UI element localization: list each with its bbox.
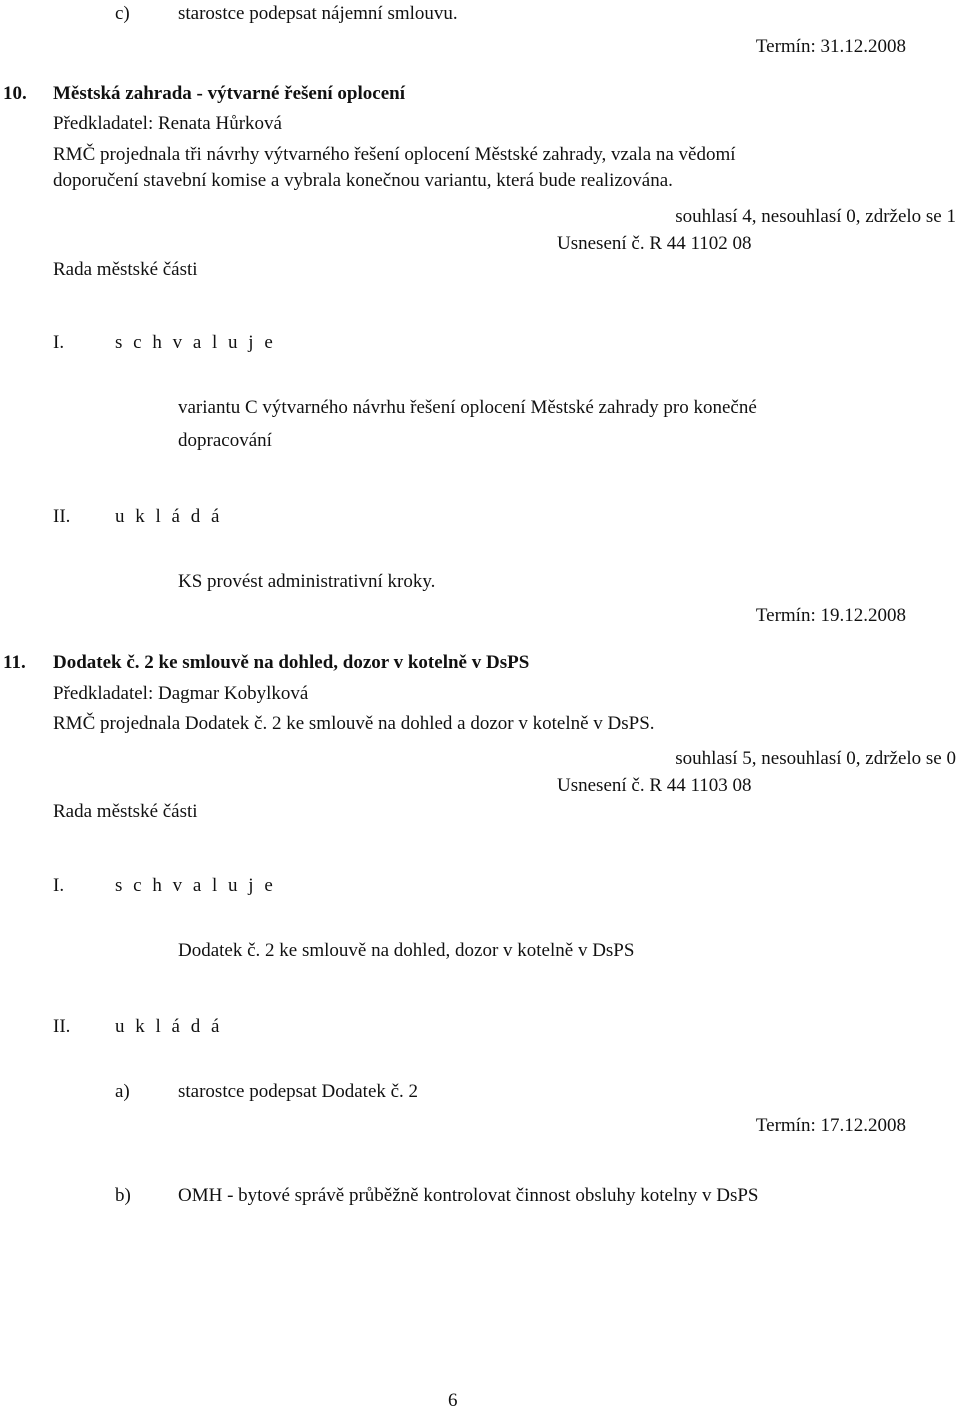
item10-vote: souhlasí 4, nesouhlasí 0, zdrželo se 1 [675,206,956,227]
item11-usneseni: Usnesení č. R 44 1103 08 [557,775,752,796]
item10-part1-text-line2: dopracování [178,430,272,451]
item11-vote: souhlasí 5, nesouhlasí 0, zdrželo se 0 [675,748,956,769]
termin-prev: Termín: 31.12.2008 [755,36,906,57]
item10-title: Městská zahrada - výtvarné řešení oplocení [53,83,405,104]
item11-part1-text: Dodatek č. 2 ke smlouvě na dohled, dozor v kotelně v DsPS [178,940,635,961]
item11-desc: RMČ projednala Dodatek č. 2 ke smlouvě na dohled a dozor v kotelně v DsPS. [53,713,655,734]
item11-part1-num: I. [53,875,65,896]
item11-b-text: OMH - bytové správě průběžně kontrolovat činnost obsluhy kotelny v DsPS [178,1185,759,1206]
item10-predkladatel: Předkladatel: Renata Hůrková [53,113,282,134]
item10-desc-line1: RMČ projednala tři návrhy výtvarného řešení oplocení Městské zahrady, vzala na vědomí [53,144,736,165]
item10-number: 10. [3,83,27,104]
item11-a-label: a) [115,1081,130,1102]
item10-termin: Termín: 19.12.2008 [755,605,906,626]
item11-a-termin: Termín: 17.12.2008 [755,1115,906,1136]
item10-part1-num: I. [53,332,65,353]
item10-part1-text-line1: variantu C výtvarného návrhu řešení oplocení Městské zahrady pro konečné [178,397,757,418]
item10-usneseni: Usnesení č. R 44 1102 08 [557,233,752,254]
item11-b-label: b) [115,1185,131,1206]
item11-a-text: starostce podepsat Dodatek č. 2 [178,1081,419,1102]
item11-part2-num: II. [53,1016,71,1037]
item-c-label: c) [115,3,130,24]
item10-desc-line2: doporučení stavební komise a vybrala konečnou variantu, která bude realizována. [53,170,673,191]
page-number: 6 [448,1390,458,1411]
item11-number: 11. [3,652,26,673]
item10-part1-verb: s c h v a l u j e [115,332,276,353]
item10-part2-text: KS provést administrativní kroky. [178,571,436,592]
item11-predkladatel: Předkladatel: Dagmar Kobylková [53,683,309,704]
item10-rada: Rada městské části [53,259,198,280]
item11-part1-verb: s c h v a l u j e [115,875,276,896]
item10-part2-verb: u k l á d á [115,506,223,527]
item11-part2-verb: u k l á d á [115,1016,223,1037]
item11-title: Dodatek č. 2 ke smlouvě na dohled, dozor v kotelně v DsPS [53,652,530,673]
item10-part2-num: II. [53,506,71,527]
item11-rada: Rada městské části [53,801,198,822]
item-c-text: starostce podepsat nájemní smlouvu. [178,3,458,24]
